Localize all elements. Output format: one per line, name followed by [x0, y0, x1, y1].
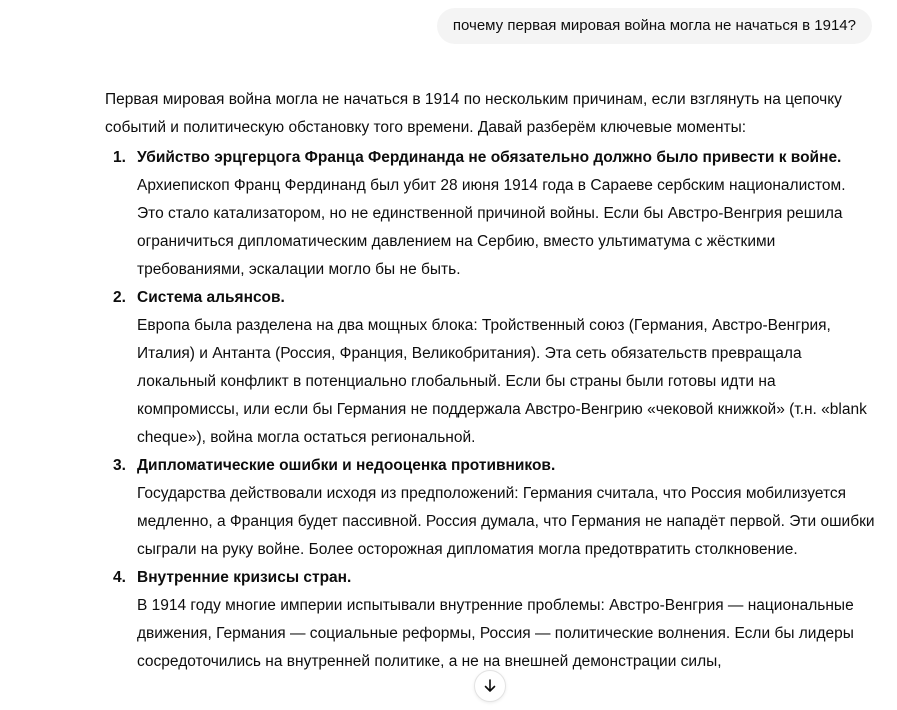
list-item [105, 564, 875, 676]
list-item-number: 4. [113, 569, 126, 586]
list-item-body: Архиепископ Франц Фердинанд был убит 28 июня 1914 года в Сараеве сербским националистом. Это стало катализатором, но не единственной причиной войны. Если бы Австро-Венгрия решила ограничиться дипломатическим давлением на Сербию, вместо ультиматума с жёсткими требованиями, эскалации могло бы не быть. [137, 177, 846, 278]
list-item-number: 2. [113, 289, 126, 306]
list-item-title: Убийство эрцгерцога Франца Фердинанда не обязательно должно было привести к войне. [137, 149, 842, 166]
assistant-answer [105, 86, 875, 676]
list-item-body: Государства действовали исходя из предположений: Германия считала, что Россия мобилизуется медленно, а Франция будет пассивной. Россия думала, что Германия не нападёт первой. Эти ошибки сыграли на руку войне. Более осторожная дипломатия могла предотвратить столкновение. [137, 485, 875, 558]
list-item-number: 1. [113, 149, 126, 166]
reasons-list [105, 144, 875, 676]
list-item [105, 144, 875, 284]
user-message-bubble: почему первая мировая война могла не начаться в 1914? [437, 8, 872, 44]
list-item-body: В 1914 году многие империи испытывали внутренние проблемы: Австро-Венгрия — национальные движения, Германия — социальные реформы, Россия — политические волнения. Если бы лидеры сосредоточились на внутренней политике, а не на внешней демонстрации силы, [137, 597, 854, 670]
arrow-down-icon [482, 678, 498, 694]
answer-intro: Первая мировая война могла не начаться в 1914 по нескольким причинам, если взглянуть на цепочку событий и политическую обстановку того времени. Давай разберём ключевые моменты: [105, 91, 842, 136]
list-item-title: Система альянсов. [137, 289, 285, 306]
list-item [105, 452, 875, 564]
list-item-body: Европа была разделена на два мощных блока: Тройственный союз (Германия, Австро-Венгрия, Италия) и Антанта (Россия, Франция, Великобритания). Эта сеть обязательств превращала локальный конфликт в потенциально глобальный. Если бы страны были готовы идти на компромиссы, или если бы Германия не поддержала Австро-Венгрию «чековой книжкой» (т.н. «blank cheque»), война могла остаться региональной. [137, 317, 867, 446]
list-item [105, 284, 875, 452]
scroll-to-bottom-button[interactable] [474, 670, 506, 702]
list-item-title: Дипломатические ошибки и недооценка противников. [137, 457, 556, 474]
list-item-number: 3. [113, 457, 126, 474]
list-item-title: Внутренние кризисы стран. [137, 569, 352, 586]
